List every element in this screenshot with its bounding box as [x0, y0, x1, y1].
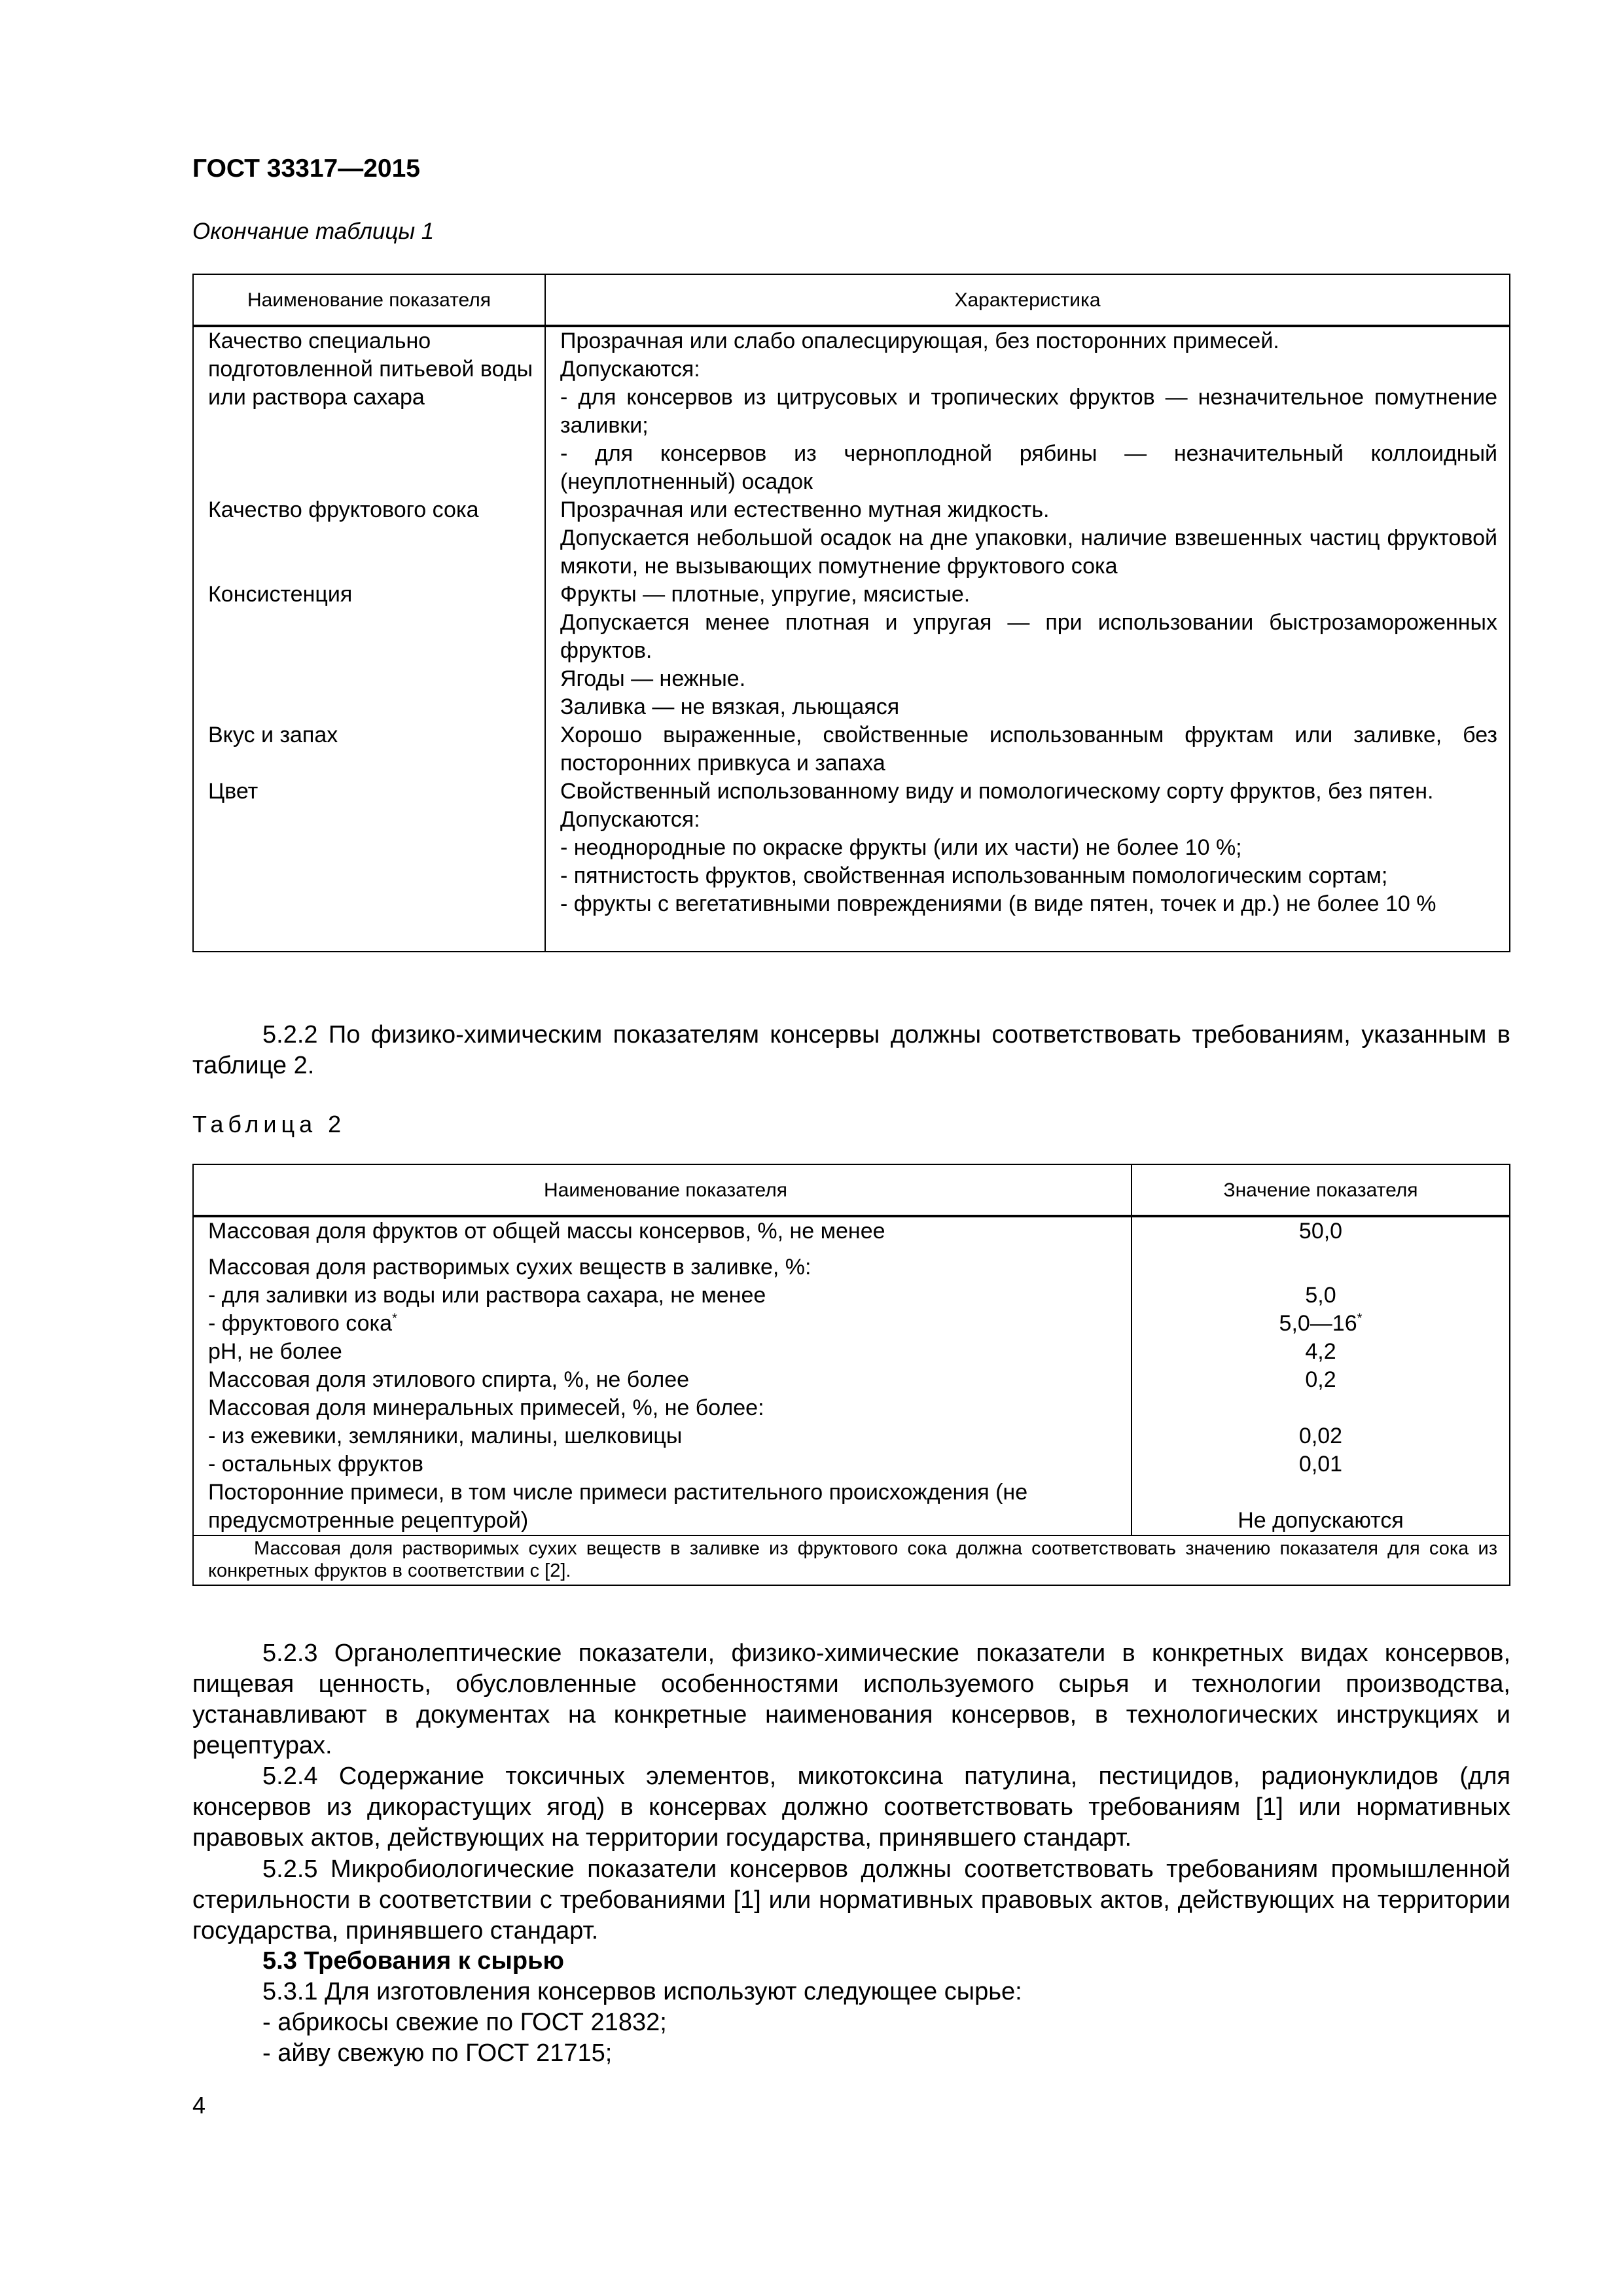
table2-footnote-text: Массовая доля растворимых сухих веществ в заливке из фруктового сока должна соответствовать значению показателя для сока из конкретных фруктов в соответствии с [2]. [208, 1538, 1497, 1581]
table2-row-name: - остальных фруктов [193, 1450, 1132, 1479]
table-row [193, 326, 1510, 496]
table2-row-value-text: 5,0—16 [1279, 1311, 1357, 1336]
characteristic-line: Свойственный использованному виду и помологическому сорту фруктов, без пятен. [560, 779, 1434, 804]
table-row [193, 1338, 1510, 1366]
table1-caption: Окончание таблицы 1 [192, 219, 435, 244]
table-row [193, 1366, 1510, 1394]
paragraph-5-2-4: 5.2.4 Содержание токсичных элементов, микотоксина патулина, пестицидов, радионуклидов (для консервов из дикорастущих ягод) в консервах должно соответствовать требованиям [1] или нормативных правовых актов, действующих на территории государства, принявшего стандарт. [192, 1763, 1510, 1852]
table2-row-name: - для заливки из воды или раствора сахара, не менее [193, 1282, 1132, 1310]
table2-row-value: 50,0 [1132, 1216, 1510, 1246]
table2-row-name: Массовая доля минеральных примесей, %, не более: [193, 1394, 1132, 1422]
characteristic-line: Прозрачная или естественно мутная жидкость. [560, 497, 1050, 522]
table-row [193, 581, 1510, 721]
table2-row-name: Массовая доля растворимых сухих веществ в заливке, %: [193, 1246, 1132, 1282]
table2-row-value: 0,01 [1132, 1450, 1510, 1479]
table-row [193, 1282, 1510, 1310]
document-header: ГОСТ 33317—2015 [192, 154, 420, 183]
characteristic-line: - неоднородные по окраске фрукты (или их части) не более 10 %; [560, 835, 1242, 860]
table2-row-value: 0,2 [1132, 1366, 1510, 1394]
characteristic-line: Прозрачная или слабо опалесцирующая, без посторонних примесей. [560, 329, 1279, 353]
paragraph-5-3-1: 5.3.1 Для изготовления консервов используют следующее сырье: [262, 1978, 1022, 2005]
table1-row-characteristic [545, 721, 1510, 778]
footnote-mark: * [392, 1311, 397, 1326]
table2-row-value [1132, 1310, 1510, 1338]
characteristic-line: Хорошо выраженные, свойственные использованным фруктам или заливке, без посторонних привкуса и запаха [560, 723, 1497, 776]
table-row [193, 778, 1510, 952]
table2-footnote [193, 1535, 1510, 1585]
table2-row-name: Массовая доля этилового спирта, %, не более [193, 1366, 1132, 1394]
table1-row-name: Цвет [193, 778, 545, 952]
table2-row-name: Массовая доля фруктов от общей массы консервов, %, не менее [193, 1216, 1132, 1246]
table-row [193, 1394, 1510, 1422]
table2-header-value: Значение показателя [1132, 1164, 1510, 1216]
table-row [193, 496, 1510, 581]
table-row [193, 721, 1510, 778]
characteristic-line: - фрукты с вегетативными повреждениями (в виде пятен, точек и др.) не более 10 % [560, 891, 1436, 916]
paragraph-5-2-5: 5.2.5 Микробиологические показатели консервов должны соответствовать требованиям промышленной стерильности в соответствии с требованиями [1] или нормативных правовых актов, действующих на территории государства, принявшего стандарт. [192, 1856, 1510, 1945]
characteristic-line: Заливка — не вязкая, льющаяся [560, 694, 900, 719]
table2-row-name: - из ежевики, земляники, малины, шелковицы [193, 1422, 1132, 1450]
table2-row-value: 5,0 [1132, 1282, 1510, 1310]
table-row [193, 1422, 1510, 1450]
table-row [193, 1216, 1510, 1246]
table1-row-name: Качество специально подготовленной питьевой воды или раствора сахара [193, 326, 545, 496]
table2-header-name: Наименование показателя [193, 1164, 1132, 1216]
characteristic-line: Допускается менее плотная и упругая — при использовании быстрозамороженных фруктов. [560, 610, 1497, 663]
table2-row-name: Посторонние примеси, в том числе примеси растительного происхождения (не предусмотренные рецептурой) [193, 1479, 1132, 1535]
characteristic-line: Допускаются: [560, 357, 700, 382]
characteristic-line: - для консервов из цитрусовых и тропических фруктов — незначительное помутнение заливки; [560, 385, 1497, 438]
table-2 [192, 1164, 1510, 1586]
table1-row-characteristic [545, 496, 1510, 581]
list-item: - абрикосы свежие по ГОСТ 21832; [262, 2009, 667, 2036]
page-number: 4 [192, 2092, 206, 2119]
table2-footnote-row [193, 1535, 1510, 1585]
list-item: - айву свежую по ГОСТ 21715; [262, 2039, 613, 2067]
table1-header-name: Наименование показателя [193, 274, 545, 326]
table1-row-name: Вкус и запах [193, 721, 545, 778]
table-row [193, 1479, 1510, 1535]
table2-row-value: 4,2 [1132, 1338, 1510, 1366]
characteristic-line: Фрукты — плотные, упругие, мясистые. [560, 582, 971, 607]
table-row [193, 1310, 1510, 1338]
table2-row-value: 0,02 [1132, 1422, 1510, 1450]
paragraph-5-2-3: 5.2.3 Органолептические показатели, физико-химические показатели в конкретных видах консервов, пищевая ценность, обусловленные особенностями используемого сырья и технологии производства, устанавливают в документах на конкретные наименования консервов, в технологических инструкциях и рецептурах. [192, 1640, 1510, 1759]
footnote-mark: * [1357, 1311, 1363, 1326]
table1-row-name: Консистенция [193, 581, 545, 721]
table-1 [192, 274, 1510, 952]
characteristic-line: - пятнистость фруктов, свойственная использованным помологическим сортам; [560, 863, 1388, 888]
table1-header-characteristic: Характеристика [545, 274, 1510, 326]
characteristic-line: - для консервов из черноплодной рябины — незначительный коллоидный (неуплотненный) осадок [560, 441, 1497, 494]
characteristic-line: Допускаются: [560, 807, 700, 832]
table1-row-characteristic [545, 778, 1510, 952]
table-row [193, 1246, 1510, 1282]
table-row [193, 1450, 1510, 1479]
section-5-3-heading: 5.3 Требования к сырью [262, 1947, 564, 1975]
table2-row-value: Не допускаются [1132, 1479, 1510, 1535]
characteristic-line: Ягоды — нежные. [560, 666, 746, 691]
table2-row-name: pH, не более [193, 1338, 1132, 1366]
table1-row-characteristic [545, 581, 1510, 721]
table2-row-value [1132, 1394, 1510, 1422]
table2-row-value [1132, 1246, 1510, 1282]
paragraph-5-2-2: 5.2.2 По физико-химическим показателям консервы должны соответствовать требованиям, указанным в таблице 2. [192, 1021, 1510, 1079]
table1-row-characteristic [545, 326, 1510, 496]
characteristic-line: Допускается небольшой осадок на дне упаковки, наличие взвешенных частиц фруктовой мякоти, не вызывающих помутнение фруктового сока [560, 526, 1497, 579]
table2-row-name-text: - фруктового сока [208, 1311, 393, 1336]
table2-row-name [193, 1310, 1132, 1338]
table2-name: Таблица 2 [192, 1111, 346, 1138]
table1-row-name: Качество фруктового сока [193, 496, 545, 581]
